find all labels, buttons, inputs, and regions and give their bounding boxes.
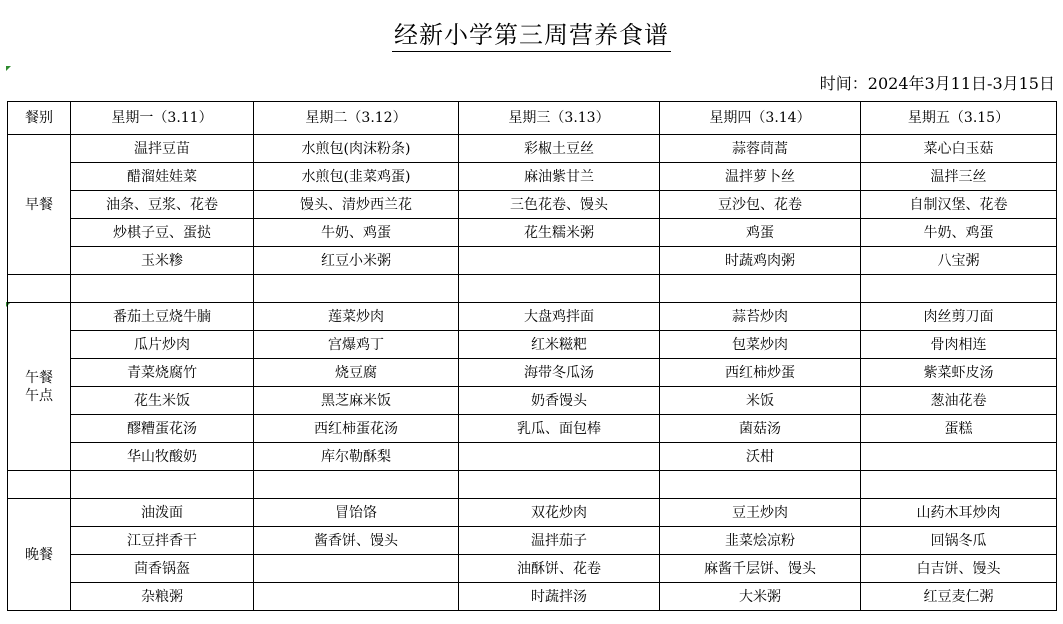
dinner-row xyxy=(8,555,1057,583)
dish-cell: 八宝粥 xyxy=(861,247,1057,275)
cell-comment-marker xyxy=(6,66,11,71)
dish-cell: 自制汉堡、花卷 xyxy=(861,191,1057,219)
dish-cell: 蒜苔炒肉 xyxy=(660,303,861,331)
dish-cell: 牛奶、鸡蛋 xyxy=(861,219,1057,247)
breakfast-row xyxy=(8,219,1057,247)
dish-cell: 牛奶、鸡蛋 xyxy=(254,219,459,247)
spacer-row xyxy=(8,471,1057,499)
dish-cell: 莲菜炒肉 xyxy=(254,303,459,331)
dish-cell: 花生米饭 xyxy=(71,387,254,415)
dish-cell xyxy=(254,555,459,583)
dish-cell: 大盘鸡拌面 xyxy=(459,303,660,331)
dish-cell: 红米糍粑 xyxy=(459,331,660,359)
dish-cell: 菌菇汤 xyxy=(660,415,861,443)
dish-cell: 杂粮粥 xyxy=(71,583,254,611)
lunch-row xyxy=(8,443,1057,471)
dish-cell: 米饭 xyxy=(660,387,861,415)
empty-cell xyxy=(8,471,71,499)
dish-cell: 瓜片炒肉 xyxy=(71,331,254,359)
spacer-row xyxy=(8,275,1057,303)
dish-cell: 奶香馒头 xyxy=(459,387,660,415)
breakfast-row xyxy=(8,163,1057,191)
empty-cell xyxy=(71,471,254,499)
menu-title-text: 经新小学第三周营养食谱 xyxy=(392,15,671,52)
empty-cell xyxy=(861,275,1057,303)
dish-cell: 江豆拌香干 xyxy=(71,527,254,555)
dinner-row xyxy=(8,583,1057,611)
dish-cell: 红豆麦仁粥 xyxy=(861,583,1057,611)
breakfast-row xyxy=(8,247,1057,275)
empty-cell xyxy=(71,275,254,303)
menu-table xyxy=(7,101,1057,611)
empty-cell xyxy=(459,275,660,303)
dish-cell: 油条、豆浆、花卷 xyxy=(71,191,254,219)
dish-cell: 大米粥 xyxy=(660,583,861,611)
empty-cell xyxy=(8,275,71,303)
dish-cell xyxy=(254,583,459,611)
dish-cell: 西红柿蛋花汤 xyxy=(254,415,459,443)
dish-cell: 黑芝麻米饭 xyxy=(254,387,459,415)
dinner-label xyxy=(8,499,71,611)
dish-cell: 温拌茄子 xyxy=(459,527,660,555)
dish-cell: 馒头、清炒西兰花 xyxy=(254,191,459,219)
dish-cell: 青菜烧腐竹 xyxy=(71,359,254,387)
dish-cell: 醋溜娃娃菜 xyxy=(71,163,254,191)
lunch-row xyxy=(8,387,1057,415)
header-cell: 星期五（3.15） xyxy=(861,102,1057,135)
dish-cell: 豆沙包、花卷 xyxy=(660,191,861,219)
header-cell: 餐别 xyxy=(8,102,71,135)
dish-cell: 冒饴饹 xyxy=(254,499,459,527)
breakfast-row xyxy=(8,135,1057,163)
dish-cell: 温拌豆苗 xyxy=(71,135,254,163)
empty-cell xyxy=(254,471,459,499)
dinner-row xyxy=(8,527,1057,555)
breakfast-row xyxy=(8,191,1057,219)
dish-cell: 沃柑 xyxy=(660,443,861,471)
header-cell: 星期三（3.13） xyxy=(459,102,660,135)
dish-cell: 水煎包(韭菜鸡蛋) xyxy=(254,163,459,191)
dinner-row xyxy=(8,499,1057,527)
lunch-row xyxy=(8,303,1057,331)
breakfast-label-text: 早餐 xyxy=(25,196,53,213)
dish-cell: 紫菜虾皮汤 xyxy=(861,359,1057,387)
dish-cell xyxy=(459,247,660,275)
dish-cell: 韭菜烩凉粉 xyxy=(660,527,861,555)
lunch-label-text: 午餐 xyxy=(25,369,53,386)
dish-cell: 水煎包(肉沫粉条) xyxy=(254,135,459,163)
empty-cell xyxy=(660,275,861,303)
lunch-label-text: 午点 xyxy=(25,387,53,404)
dish-cell: 红豆小米粥 xyxy=(254,247,459,275)
dish-cell: 温拌三丝 xyxy=(861,163,1057,191)
header-cell: 星期一（3.11） xyxy=(71,102,254,135)
breakfast-label xyxy=(8,135,71,275)
dish-cell: 麻油紫甘兰 xyxy=(459,163,660,191)
dish-cell: 库尔勒酥梨 xyxy=(254,443,459,471)
dish-cell: 时蔬拌汤 xyxy=(459,583,660,611)
date-range: 时间：2024年3月11日-3月15日 xyxy=(819,74,1055,93)
dish-cell: 西红柿炒蛋 xyxy=(660,359,861,387)
header-cell: 星期二（3.12） xyxy=(254,102,459,135)
dish-cell: 乳瓜、面包棒 xyxy=(459,415,660,443)
empty-cell xyxy=(459,471,660,499)
dish-cell: 蒜蓉茼蒿 xyxy=(660,135,861,163)
dish-cell: 双花炒肉 xyxy=(459,499,660,527)
dish-cell: 油泼面 xyxy=(71,499,254,527)
dish-cell: 三色花卷、馒头 xyxy=(459,191,660,219)
dish-cell: 醪糟蛋花汤 xyxy=(71,415,254,443)
dish-cell: 炒棋子豆、蛋挞 xyxy=(71,219,254,247)
dish-cell: 海带冬瓜汤 xyxy=(459,359,660,387)
dish-cell: 山药木耳炒肉 xyxy=(861,499,1057,527)
dish-cell: 宫爆鸡丁 xyxy=(254,331,459,359)
dish-cell: 茴香锅盔 xyxy=(71,555,254,583)
dish-cell: 白吉饼、馒头 xyxy=(861,555,1057,583)
dish-cell: 豆王炒肉 xyxy=(660,499,861,527)
dish-cell: 烧豆腐 xyxy=(254,359,459,387)
dish-cell: 回锅冬瓜 xyxy=(861,527,1057,555)
empty-cell xyxy=(254,275,459,303)
dish-cell: 骨肉相连 xyxy=(861,331,1057,359)
dish-cell: 彩椒土豆丝 xyxy=(459,135,660,163)
dish-cell: 华山牧酸奶 xyxy=(71,443,254,471)
dish-cell: 菜心白玉菇 xyxy=(861,135,1057,163)
dinner-label-text: 晚餐 xyxy=(25,546,53,563)
header-cell: 星期四（3.14） xyxy=(660,102,861,135)
lunch-label xyxy=(8,303,71,471)
dish-cell: 包菜炒肉 xyxy=(660,331,861,359)
dish-cell: 时蔬鸡肉粥 xyxy=(660,247,861,275)
dish-cell: 番茄土豆烧牛腩 xyxy=(71,303,254,331)
dish-cell: 蛋糕 xyxy=(861,415,1057,443)
menu-title xyxy=(0,0,1063,66)
dish-cell: 葱油花卷 xyxy=(861,387,1057,415)
dish-cell: 麻酱千层饼、馒头 xyxy=(660,555,861,583)
empty-cell xyxy=(861,471,1057,499)
dish-cell: 玉米糁 xyxy=(71,247,254,275)
dish-cell: 油酥饼、花卷 xyxy=(459,555,660,583)
empty-cell xyxy=(660,471,861,499)
dish-cell: 肉丝剪刀面 xyxy=(861,303,1057,331)
lunch-row xyxy=(8,359,1057,387)
dish-cell xyxy=(861,443,1057,471)
lunch-row xyxy=(8,415,1057,443)
dish-cell xyxy=(459,443,660,471)
header-row xyxy=(8,102,1057,135)
dish-cell: 温拌萝卜丝 xyxy=(660,163,861,191)
dish-cell: 花生糯米粥 xyxy=(459,219,660,247)
dish-cell: 酱香饼、馒头 xyxy=(254,527,459,555)
lunch-row xyxy=(8,331,1057,359)
dish-cell: 鸡蛋 xyxy=(660,219,861,247)
